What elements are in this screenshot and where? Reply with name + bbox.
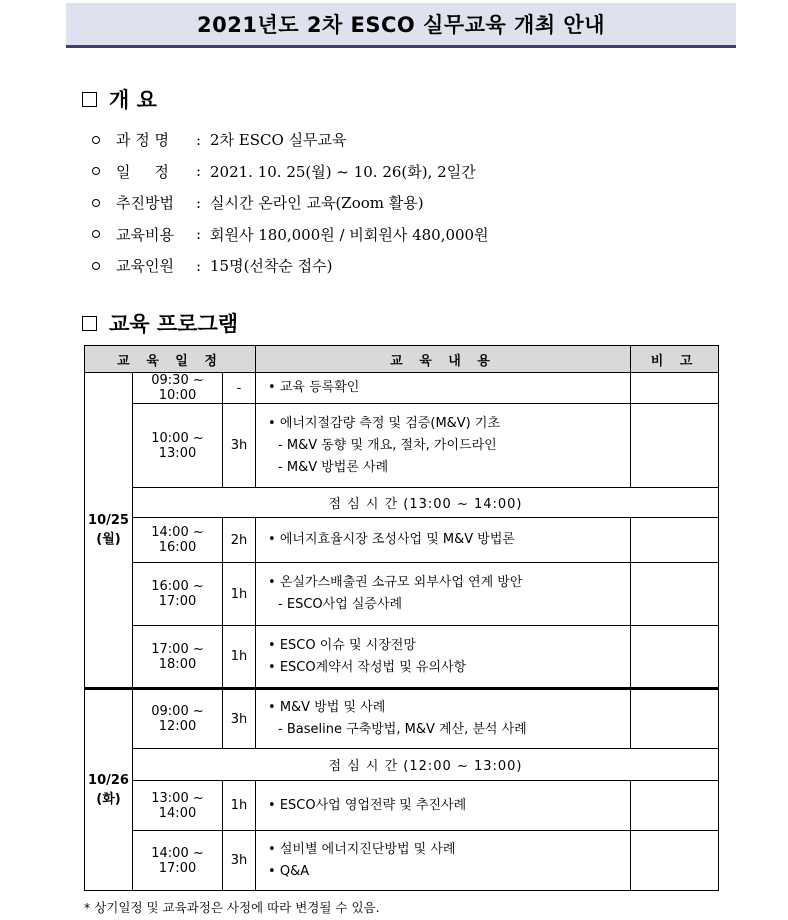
remarks-cell [631, 626, 719, 689]
duration-cell: 1h [223, 626, 256, 689]
overview-item: 교육인원 : 15명(선착순 접수) [92, 250, 489, 282]
program-heading [82, 308, 238, 338]
header-schedule: 교 육 일 정 [85, 346, 256, 373]
table-row [85, 781, 719, 831]
overview-value: 2차 ESCO 실무교육 [210, 131, 347, 150]
header-remarks: 비 고 [631, 346, 719, 373]
header-content: 교 육 내 용 [256, 346, 631, 373]
circle-bullet-icon [92, 136, 100, 144]
content-line: • ESCO 이슈 및 시장전망 [268, 637, 416, 653]
remarks-cell [631, 373, 719, 404]
duration-cell: 3h [223, 689, 256, 749]
overview-item: 교육비용 : 회원사 180,000원 / 비회원사 480,000원 [92, 219, 489, 251]
page-title: 2021년도 2차 ESCO 실무교육 개최 안내 [197, 13, 605, 37]
content-line: • 에너지절감량 측정 및 검증(M&V) 기초 [268, 415, 501, 431]
time-cell: 10:00 ~ 13:00 [133, 404, 223, 488]
time-cell: 17:00 ~ 18:00 [133, 626, 223, 689]
circle-bullet-icon [92, 262, 100, 270]
time-cell: 09:30 ~ 10:00 [133, 373, 223, 404]
content-line: • Q&A [268, 863, 310, 879]
remarks-cell [631, 518, 719, 563]
weekday-text: (화) [96, 792, 121, 807]
content-line: • 에너지효율시장 조성사업 및 M&V 방법론 [268, 532, 515, 547]
duration-cell: 2h [223, 518, 256, 563]
overview-label: 일 정 [116, 162, 169, 181]
time-cell: 16:00 ~ 17:00 [133, 563, 223, 626]
content-line: • 온실가스배출권 소규모 외부사업 연계 방안 [268, 575, 523, 590]
content-subline: - Baseline 구축방법, M&V 계산, 분석 사례 [278, 722, 527, 737]
duration-cell: 3h [223, 404, 256, 488]
content-cell [256, 373, 631, 404]
content-subline: - M&V 동향 및 개요, 절차, 가이드라인 [278, 437, 497, 453]
remarks-cell [631, 563, 719, 626]
overview-value: 15명(선착순 접수) [210, 257, 333, 276]
footnote: * 상기일정 및 교육과정은 사정에 따라 변경될 수 있음. [84, 900, 380, 915]
content-line: • 교육 등록확인 [268, 380, 360, 395]
time-cell: 14:00 ~ 16:00 [133, 518, 223, 563]
overview-value: 실시간 온라인 교육(Zoom 활용) [210, 194, 424, 213]
overview-item: 일 정 : 2021. 10. 25(월) ~ 10. 26(화), 2일간 [92, 156, 489, 188]
remarks-cell [631, 404, 719, 488]
circle-bullet-icon [92, 230, 100, 238]
table-row [85, 563, 719, 626]
program-table [84, 345, 719, 891]
square-icon [82, 316, 97, 331]
duration-cell: 1h [223, 563, 256, 626]
table-row [85, 689, 719, 749]
overview-label: 추진방법 [116, 194, 174, 213]
duration-cell: 3h [223, 831, 256, 891]
table-row [85, 518, 719, 563]
content-cell [256, 404, 631, 488]
date-text: 10/25 [88, 513, 129, 528]
duration-cell: - [223, 373, 256, 404]
overview-value: 회원사 180,000원 / 비회원사 480,000원 [210, 225, 489, 244]
content-line: • 설비별 에너지진단방법 및 사례 [268, 841, 456, 857]
content-line: • ESCO계약서 작성법 및 유의사항 [268, 659, 467, 675]
content-cell [256, 518, 631, 563]
overview-heading [82, 84, 157, 114]
overview-label: 교육비용 [116, 225, 174, 244]
content-cell [256, 626, 631, 689]
table-row [85, 373, 719, 404]
content-line: • M&V 방법 및 사례 [268, 700, 386, 715]
circle-bullet-icon [92, 167, 100, 175]
overview-list [92, 124, 489, 282]
content-cell [256, 689, 631, 749]
lunch-cell: 점 심 시 간 (12:00 ~ 13:00) [133, 749, 719, 781]
remarks-cell [631, 831, 719, 891]
time-cell: 14:00 ~ 17:00 [133, 831, 223, 891]
table-row [85, 831, 719, 891]
duration-cell: 1h [223, 781, 256, 831]
content-cell [256, 831, 631, 891]
content-subline: - M&V 방법론 사례 [278, 459, 389, 475]
remarks-cell [631, 689, 719, 749]
circle-bullet-icon [92, 199, 100, 207]
date-cell [85, 689, 133, 891]
lunch-row [85, 749, 719, 781]
table-header-row [85, 346, 719, 373]
time-cell: 13:00 ~ 14:00 [133, 781, 223, 831]
date-cell [85, 373, 133, 689]
overview-label: 교육인원 [116, 257, 174, 276]
table-row [85, 404, 719, 488]
lunch-cell: 점 심 시 간 (13:00 ~ 14:00) [133, 488, 719, 518]
overview-value: 2021. 10. 25(월) ~ 10. 26(화), 2일간 [210, 162, 476, 181]
overview-label: 과 정 명 [116, 131, 170, 150]
content-cell [256, 563, 631, 626]
date-text: 10/26 [88, 773, 129, 788]
remarks-cell [631, 781, 719, 831]
square-icon [82, 92, 97, 107]
content-cell [256, 781, 631, 831]
table-row [85, 626, 719, 689]
weekday-text: (월) [96, 532, 121, 547]
overview-item: 추진방법 : 실시간 온라인 교육(Zoom 활용) [92, 187, 489, 219]
program-heading-text: 교육 프로그램 [109, 312, 239, 336]
overview-heading-text: 개 요 [109, 88, 157, 112]
time-cell: 09:00 ~ 12:00 [133, 689, 223, 749]
lunch-row [85, 488, 719, 518]
title-bar [66, 3, 736, 48]
overview-item: 과 정 명 : 2차 ESCO 실무교육 [92, 124, 489, 156]
content-subline: - ESCO사업 실증사례 [278, 597, 403, 612]
content-line: • ESCO사업 영업전략 및 추진사례 [268, 797, 467, 813]
